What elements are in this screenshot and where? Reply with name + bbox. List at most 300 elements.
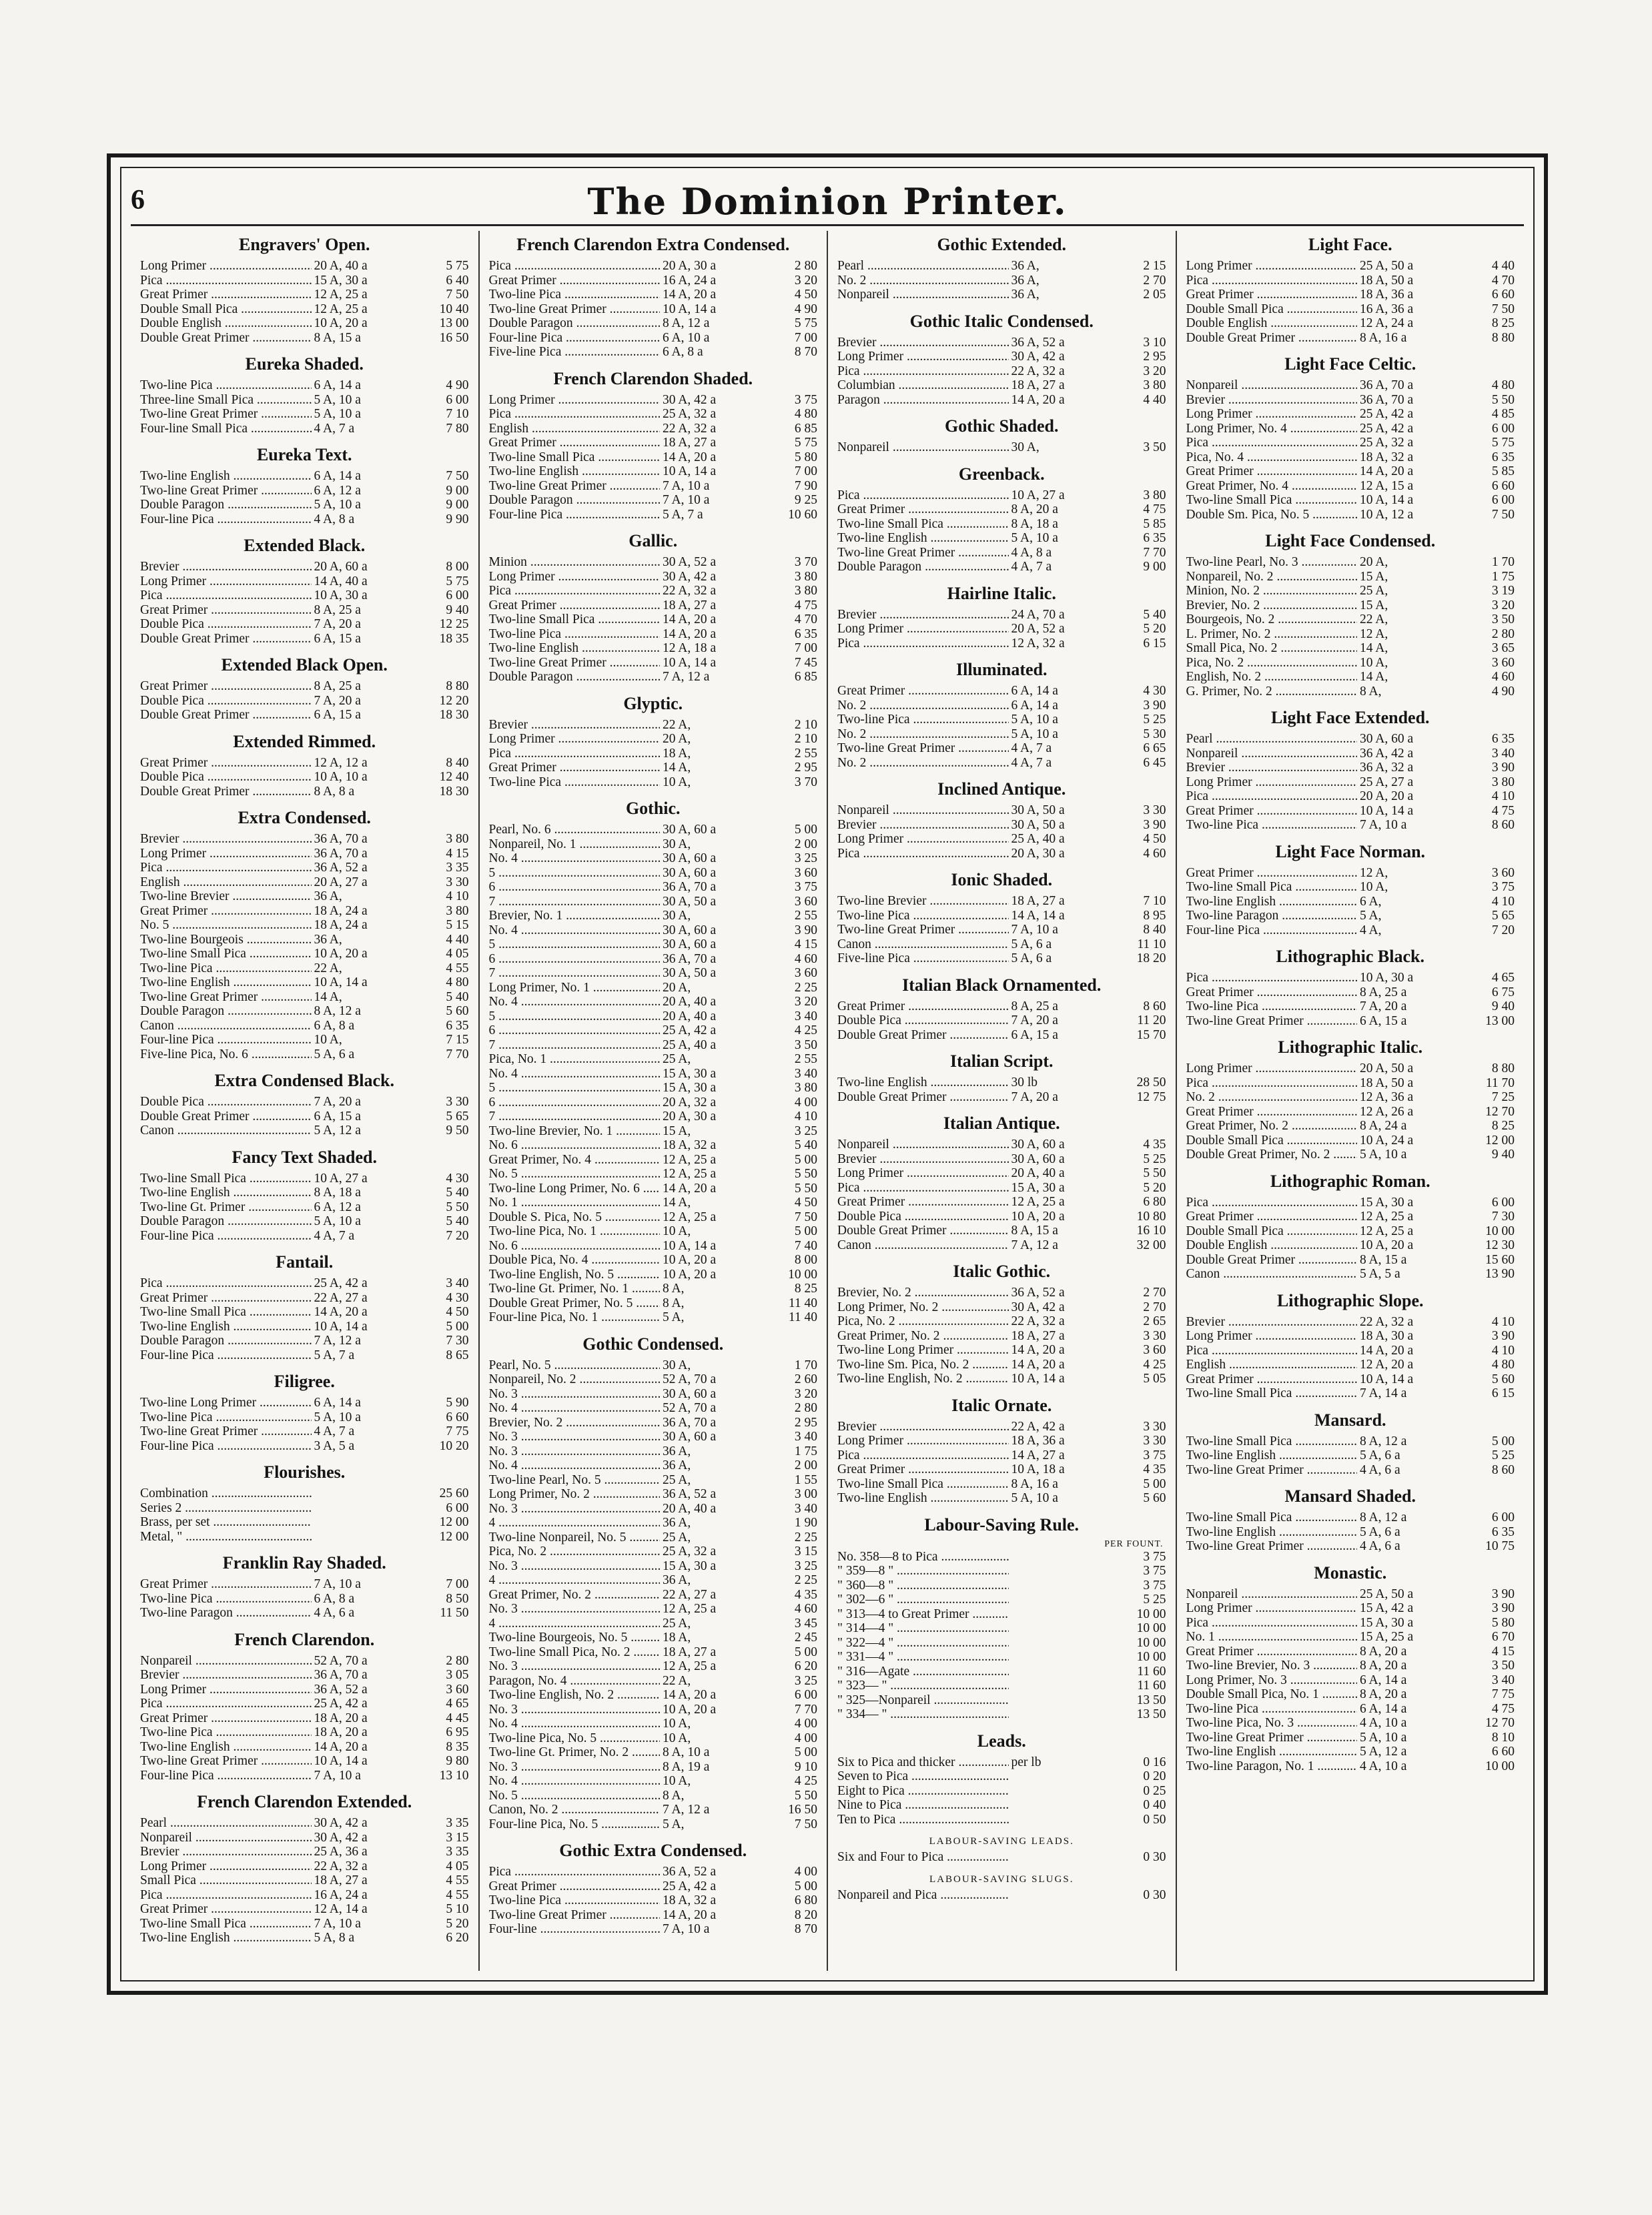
price: 5 75 — [794, 316, 817, 330]
list-item — [140, 331, 469, 346]
price: 6 00 — [446, 588, 469, 602]
fount-count: 8 A, — [663, 1282, 685, 1296]
list-item — [489, 1387, 818, 1402]
size-name: Brevier ..... — [140, 1845, 312, 1859]
size-name: Long Primer ..... — [1186, 1329, 1358, 1344]
size-name: Two-line Long Primer, No. 6 ..... — [489, 1182, 661, 1196]
list-item — [489, 952, 818, 967]
price: 5 50 — [1143, 1166, 1166, 1180]
price: 18 20 — [1136, 951, 1166, 965]
price: 9 40 — [1491, 1148, 1515, 1162]
section-title: Light Face Celtic. — [1284, 354, 1416, 374]
section-title: Italian Antique. — [943, 1114, 1060, 1133]
price: 5 50 — [794, 1788, 817, 1803]
list-item — [1186, 1601, 1515, 1616]
list-item — [1186, 971, 1515, 985]
fount-count: 30 A, — [663, 1358, 691, 1372]
list-item — [489, 422, 818, 436]
size-name: Pearl ..... — [140, 1816, 312, 1831]
size-name: Nonpareil ..... — [1186, 747, 1358, 761]
fount-count: 22 A, — [663, 1673, 691, 1688]
fount-count: 16 A, 24 a — [663, 273, 717, 288]
size-name: Great Primer ..... — [140, 756, 312, 771]
fount-count: 25 A, 36 a — [314, 1845, 368, 1859]
fount-count: 12 A, 25 a — [1360, 1210, 1414, 1224]
list-item — [140, 484, 469, 498]
fount-count: 10 A, 30 a — [1360, 971, 1414, 985]
list-item — [489, 1023, 818, 1038]
list-item — [837, 1090, 1166, 1105]
size-name: Two-line Small Pica ..... — [1186, 880, 1358, 895]
price: 2 15 — [1143, 259, 1166, 273]
list-item — [140, 1276, 469, 1291]
price: 15 60 — [1485, 1252, 1515, 1267]
fount-count: 10 A, 14 a — [314, 975, 368, 989]
size-name: Long Primer, No. 2 ..... — [837, 1300, 1009, 1315]
list-item — [489, 1052, 818, 1067]
list-item — [489, 1602, 818, 1617]
fount-count: 14 A, 20 a — [314, 1305, 368, 1319]
fount-count: 14 A, 20 a — [663, 450, 717, 464]
size-name: No. 3 ..... — [489, 1760, 661, 1775]
fount-count: 36 A, 70 a — [314, 846, 368, 861]
list-item — [1186, 1119, 1515, 1134]
size-name: Double Great Primer ..... — [140, 708, 312, 723]
section-title: Extended Black. — [244, 536, 366, 555]
list-item — [489, 981, 818, 995]
list-item — [837, 502, 1166, 517]
size-name: Two-line English ..... — [837, 531, 1009, 546]
section-title: Fancy Text Shaded. — [232, 1147, 377, 1167]
size-name: Pica ..... — [1186, 1616, 1358, 1631]
price: 8 25 — [1491, 316, 1515, 330]
type-section — [837, 1114, 1166, 1252]
size-name: Two-line Sm. Pica, No. 2 ..... — [837, 1358, 1009, 1372]
fount-count: 14 A, — [663, 1196, 691, 1210]
price-list-columns — [131, 231, 1524, 1971]
price: 3 90 — [1143, 698, 1166, 713]
list-item — [140, 1095, 469, 1110]
section-title: Labour-Saving Rule. — [924, 1514, 1080, 1534]
fount-count — [312, 1515, 428, 1530]
fount-count: 8 A, 20 a — [1011, 502, 1058, 516]
list-item — [1186, 732, 1515, 747]
size-name: No. 5 ..... — [489, 1167, 661, 1182]
type-section — [1186, 1410, 1515, 1478]
fount-count: 25 A, 32 a — [663, 1544, 717, 1559]
price: 7 00 — [794, 330, 817, 345]
fount-count: 6 A, 8 a — [663, 345, 703, 359]
price: 9 50 — [446, 1124, 469, 1138]
type-section — [140, 1148, 469, 1244]
type-section — [837, 235, 1166, 302]
size-name: 7 ..... — [489, 895, 661, 909]
fount-count: 30 A, 60 a — [1011, 1152, 1065, 1166]
size-name: Two-line Great Primer ..... — [1186, 1731, 1358, 1745]
fount-count: 15 A, — [663, 1124, 691, 1138]
price: 10 80 — [1136, 1209, 1166, 1224]
list-item — [1186, 436, 1515, 450]
size-name: No. 6 ..... — [489, 1239, 661, 1254]
fount-count: 8 A, 20 a — [1360, 1687, 1407, 1701]
size-name: Brevier ..... — [1186, 1315, 1358, 1330]
price: 5 60 — [1491, 1372, 1515, 1386]
price: 2 60 — [794, 1372, 817, 1386]
price: 25 60 — [439, 1486, 469, 1500]
list-item — [489, 1617, 818, 1631]
fount-count: 22 A, 27 a — [314, 1290, 368, 1305]
size-name: Two-line Small Pica ..... — [140, 1305, 312, 1320]
fount-count: 18 A, 24 a — [314, 918, 368, 932]
list-item — [837, 1238, 1166, 1253]
list-item — [1186, 407, 1515, 422]
fount-count: 5 A, 10 a — [1011, 1491, 1058, 1505]
fount-count: 12 A, 12 a — [314, 755, 368, 770]
size-name: No. 1 ..... — [489, 1196, 661, 1210]
price: 3 80 — [446, 903, 469, 918]
size-name: Brevier, No. 2 ..... — [489, 1416, 661, 1430]
size-name: Great Primer ..... — [1186, 288, 1358, 302]
list-item — [140, 1711, 469, 1726]
fount-count: 36 A, — [1011, 288, 1040, 302]
price: 6 15 — [1491, 1386, 1515, 1400]
fount-count: 18 A, 20 a — [314, 1711, 368, 1725]
price: 10 60 — [788, 507, 817, 522]
price: 2 80 — [794, 259, 817, 273]
list-item — [837, 1665, 1166, 1679]
list-item — [1186, 747, 1515, 761]
fount-count: 18 A, 32 a — [663, 1138, 717, 1152]
size-name: No. 4 ..... — [489, 1401, 661, 1416]
section-title: French Clarendon Extended. — [197, 1792, 412, 1811]
size-name: Great Primer ..... — [489, 274, 661, 288]
fount-count: 8 A, — [1360, 684, 1382, 699]
price: 3 60 — [794, 894, 817, 909]
price: 9 00 — [1143, 560, 1166, 574]
size-name: Double Pica, No. 4 ..... — [489, 1253, 661, 1268]
type-section — [837, 312, 1166, 408]
list-item — [1186, 302, 1515, 317]
fount-count: 30 lb — [1011, 1075, 1038, 1089]
price: 6 35 — [1491, 1524, 1515, 1539]
list-item — [140, 1200, 469, 1215]
fount-count: 8 A, — [663, 1788, 685, 1803]
fount-count: 5 A, 6 a — [1011, 937, 1052, 951]
list-item — [140, 1740, 469, 1755]
size-name: Pica ..... — [140, 274, 312, 288]
fount-count: 14 A, 20 a — [1360, 1343, 1414, 1358]
price: 3 20 — [794, 1386, 817, 1401]
size-name: No. 2 ..... — [837, 727, 1009, 742]
fount-count: 14 A, 27 a — [1011, 1448, 1065, 1462]
size-name: Small Pica ..... — [140, 1873, 312, 1888]
price: 5 40 — [446, 1186, 469, 1200]
price: 6 70 — [1491, 1630, 1515, 1644]
list-item — [489, 1153, 818, 1168]
size-name: Long Primer ..... — [489, 732, 661, 747]
list-item — [1186, 999, 1515, 1014]
list-item — [489, 1444, 818, 1459]
price: 13 50 — [1136, 1707, 1166, 1721]
fount-count: 36 A, 70 a — [1360, 392, 1414, 407]
size-name: No. 5 ..... — [489, 1789, 661, 1803]
price: 6 60 — [446, 1410, 469, 1424]
list-item — [489, 627, 818, 642]
price: 6 00 — [794, 1688, 817, 1702]
type-section — [837, 870, 1166, 966]
size-name: Double Pica ..... — [140, 694, 312, 709]
price: 11 40 — [788, 1310, 817, 1324]
list-item — [837, 393, 1166, 408]
list-item — [489, 1009, 818, 1024]
list-item — [140, 1530, 469, 1544]
list-item — [140, 603, 469, 618]
list-item — [837, 1152, 1166, 1167]
list-item — [837, 364, 1166, 379]
fount-count: 8 A, 18 a — [1011, 516, 1058, 531]
fount-count: 36 A, — [663, 1516, 691, 1530]
size-name: Two-line Pica ..... — [1186, 999, 1358, 1014]
fount-count: 4 A, 8 a — [314, 512, 355, 526]
size-name: Two-line English ..... — [140, 1186, 312, 1200]
fount-count: 8 A, 20 a — [1360, 1659, 1407, 1673]
fount-count: 4 A, 6 a — [1360, 1539, 1400, 1553]
fount-count: 12 A, 26 a — [1360, 1104, 1414, 1119]
size-name: Brevier ..... — [837, 608, 1009, 622]
price: 3 90 — [1491, 761, 1515, 775]
list-item — [1186, 1061, 1515, 1076]
fount-count: 25 A, 42 a — [1360, 421, 1414, 436]
price: 3 15 — [794, 1544, 817, 1559]
price: 8 40 — [1143, 923, 1166, 937]
section-title: Lithographic Black. — [1276, 947, 1424, 966]
size-name: Two-line English ..... — [140, 1740, 312, 1755]
size-name: Two-line Small Pica ..... — [1186, 493, 1358, 508]
list-item — [140, 785, 469, 799]
size-name: Two-line Pica ..... — [140, 378, 312, 393]
size-name: Series 2 ..... — [140, 1501, 312, 1516]
price: 4 10 — [1491, 1314, 1515, 1329]
size-name: Pearl, No. 6 ..... — [489, 823, 661, 837]
price: 12 70 — [1485, 1716, 1515, 1730]
fount-count: 12 A, 25 a — [1011, 1195, 1065, 1209]
size-name: Double Great Primer, No. 2 ..... — [1186, 1148, 1358, 1162]
fount-count: 8 A, 25 a — [314, 602, 361, 617]
price: 16 50 — [788, 1803, 817, 1817]
list-item — [1186, 464, 1515, 479]
size-name: " 331—4 " ..... — [837, 1650, 1009, 1665]
fount-count: 10 A, — [1360, 880, 1388, 894]
price: 8 50 — [446, 1591, 469, 1606]
section-title: Light Face. — [1308, 235, 1392, 254]
list-item — [489, 1038, 818, 1053]
fount-count: 10 A, 14 a — [1360, 803, 1414, 818]
list-item — [837, 1314, 1166, 1329]
size-name: No. 3 ..... — [489, 1602, 661, 1617]
size-name: Great Primer ..... — [1186, 1210, 1358, 1224]
page-header — [131, 177, 1524, 226]
type-section — [489, 235, 818, 360]
size-name: Two-line Pica ..... — [1186, 818, 1358, 833]
price: 10 00 — [1136, 1635, 1166, 1650]
type-section — [1186, 1037, 1515, 1162]
price: 4 00 — [794, 1865, 817, 1879]
price: 2 05 — [1143, 288, 1166, 302]
fount-count: 5 A, 10 a — [314, 407, 361, 421]
size-name: Canon, No. 2 ..... — [489, 1803, 661, 1817]
size-name: Great Primer ..... — [140, 1291, 312, 1306]
price: 6 15 — [1143, 636, 1166, 650]
price: 9 25 — [794, 493, 817, 507]
price: 4 30 — [446, 1290, 469, 1305]
size-name: Two-line English, No. 5 ..... — [489, 1268, 661, 1282]
price: 3 35 — [446, 1816, 469, 1830]
list-item — [140, 832, 469, 847]
list-item — [837, 1372, 1166, 1386]
price: 7 40 — [794, 1238, 817, 1253]
size-name: No. 3 ..... — [489, 1559, 661, 1574]
price: 4 70 — [1491, 273, 1515, 288]
list-item — [837, 1028, 1166, 1043]
fount-count: 30 A, 50 a — [663, 894, 717, 909]
fount-count: 30 A, 60 a — [663, 1386, 717, 1401]
size-name: Two-line Small Pica ..... — [1186, 1386, 1358, 1401]
size-name: Great Primer ..... — [489, 761, 661, 775]
list-item — [489, 1372, 818, 1387]
type-section — [140, 235, 469, 345]
section-title: Mansard Shaded. — [1284, 1486, 1416, 1506]
size-name: No. 4 ..... — [489, 995, 661, 1009]
fount-count — [312, 1486, 428, 1501]
list-item — [837, 1755, 1166, 1770]
list-item — [1186, 1134, 1515, 1148]
fount-count — [1009, 1564, 1125, 1579]
size-name: Two-line Great Primer ..... — [140, 484, 312, 498]
price: 10 00 — [1136, 1650, 1166, 1664]
list-item — [1186, 804, 1515, 819]
fount-count: 25 A, 32 a — [1360, 436, 1414, 450]
fount-count: 10 A, 20 a — [314, 947, 368, 961]
list-item — [1186, 627, 1515, 642]
section-title: Monastic. — [1314, 1563, 1387, 1583]
list-item — [837, 847, 1166, 861]
section-title: French Clarendon Shaded. — [553, 368, 753, 388]
fount-count: 5 A, 7 a — [663, 507, 703, 522]
size-name: " 360—8 " ..... — [837, 1579, 1009, 1593]
list-item — [1186, 1224, 1515, 1239]
size-name: Brevier ..... — [140, 560, 312, 574]
price: 4 40 — [1491, 259, 1515, 273]
size-name: Paragon ..... — [837, 393, 1009, 408]
price: 3 70 — [794, 775, 817, 789]
list-item — [1186, 1358, 1515, 1372]
fount-count: 36 A, — [663, 1458, 691, 1472]
list-item — [837, 1434, 1166, 1448]
fount-count: 36 A, 32 a — [1360, 761, 1414, 775]
fount-count: 5 A, 10 a — [314, 392, 361, 407]
type-section — [1186, 1172, 1515, 1282]
fount-count: 12 A, — [1360, 626, 1388, 641]
fount-count: 4 A, — [1360, 923, 1382, 937]
size-name: English ..... — [1186, 1358, 1358, 1372]
size-name: " 316—Agate ..... — [837, 1665, 1009, 1679]
list-item — [140, 1501, 469, 1516]
list-item — [837, 894, 1166, 909]
price: 4 15 — [446, 846, 469, 861]
fount-count: 18 A, 50 a — [1360, 1075, 1414, 1090]
fount-count: 10 A, 12 a — [1360, 507, 1414, 522]
size-name: Two-line English ..... — [1186, 1448, 1358, 1463]
price: 8 95 — [1143, 908, 1166, 923]
fount-count: 14 A, 20 a — [1360, 464, 1414, 478]
list-item — [1186, 1659, 1515, 1673]
type-section — [1186, 947, 1515, 1028]
list-item — [140, 1654, 469, 1669]
list-item — [837, 803, 1166, 818]
list-item — [489, 880, 818, 895]
list-item — [140, 1033, 469, 1047]
list-item — [1186, 1105, 1515, 1120]
section-title: Extra Condensed. — [238, 808, 371, 827]
size-name: Pica ..... — [837, 636, 1009, 651]
list-item — [489, 1182, 818, 1196]
list-item — [837, 1650, 1166, 1665]
fount-count: 12 A, 25 a — [663, 1602, 717, 1616]
price: 4 70 — [794, 612, 817, 626]
fount-count: 10 A, 20 a — [1011, 1209, 1065, 1224]
list-item — [489, 923, 818, 938]
size-name: Five-line Pica ..... — [837, 951, 1009, 966]
price: 3 60 — [794, 966, 817, 980]
type-section — [140, 1462, 469, 1544]
list-item — [1186, 288, 1515, 302]
price: 4 40 — [446, 932, 469, 947]
list-item — [837, 1707, 1166, 1722]
list-item — [140, 947, 469, 961]
list-item — [489, 508, 818, 522]
list-item — [1186, 1210, 1515, 1224]
list-item — [837, 546, 1166, 560]
list-item — [489, 851, 818, 866]
list-item — [489, 598, 818, 613]
type-section — [837, 1262, 1166, 1386]
list-item — [489, 966, 818, 981]
size-name: Pica ..... — [140, 861, 312, 875]
type-section — [489, 1841, 818, 1937]
size-name: Two-line Great Primer ..... — [1186, 1463, 1358, 1478]
fount-count: 7 A, 10 a — [663, 1922, 710, 1936]
size-name: Double Paragon ..... — [140, 1214, 312, 1229]
fount-count: 25 A, 42 a — [1360, 407, 1414, 421]
fount-count: 20 A, 30 a — [663, 259, 717, 273]
fount-count: 7 A, 12 a — [663, 1803, 710, 1817]
price: 10 20 — [439, 1438, 469, 1453]
fount-count: 10 A, 20 a — [663, 1267, 717, 1282]
list-item — [140, 1486, 469, 1501]
size-name: Double Small Pica ..... — [1186, 1224, 1358, 1239]
size-name: Two-line Gt. Primer, No. 2 ..... — [489, 1745, 661, 1760]
list-item — [837, 259, 1166, 274]
fount-count: 36 A, 52 a — [314, 1682, 368, 1697]
fount-count: 4 A, 10 a — [1360, 1759, 1407, 1773]
fount-count: 7 A, 20 a — [314, 617, 361, 631]
list-item — [140, 875, 469, 890]
section-title: Lithographic Roman. — [1270, 1171, 1430, 1191]
list-item — [489, 866, 818, 881]
list-item — [489, 823, 818, 837]
list-item — [140, 1439, 469, 1454]
section-title: Lithographic Italic. — [1278, 1037, 1423, 1057]
